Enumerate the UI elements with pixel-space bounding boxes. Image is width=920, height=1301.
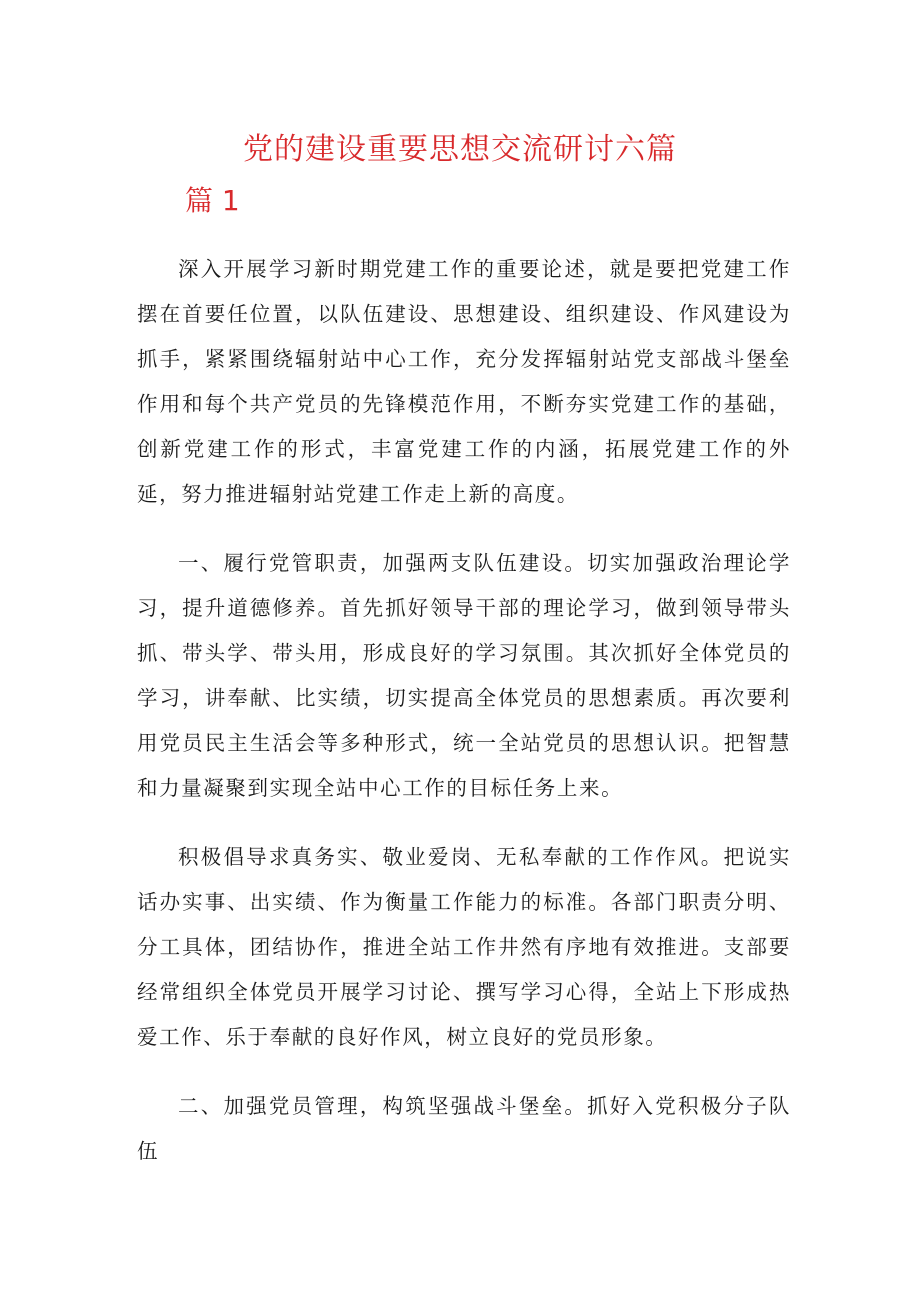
paragraph: 积极倡导求真务实、敬业爱岗、无私奉献的工作作风。把说实话办实事、出实绩、作为衡量工作能力的标准。各部门职责分明、分工具体，团结协作，推进全站工作井然有序地有效推进。支部要经常组织全体党员开展学习讨论、撰写学习心得，全站上下形成热爱工作、乐于奉献的良好作风，树立良好的党员形象。	[137, 845, 791, 1049]
paragraph: 二、加强党员管理，构筑坚强战斗堡垒。抓好入党积极分子队伍	[137, 1094, 791, 1163]
paragraph: 深入开展学习新时期党建工作的重要论述，就是要把党建工作摆在首要任位置，以队伍建设、思想建设、组织建设、作风建设为抓手，紧紧围绕辐射站中心工作，充分发挥辐射站党支部战斗堡垒作用和每个共产党员的先锋模范作用，不断夯实党建工作的基础，创新党建工作的形式，丰富党建工作的内涵，拓展党建工作的外延，努力推进辐射站党建工作走上新的高度。	[137, 257, 791, 506]
section-heading: 篇 1	[185, 184, 240, 217]
paragraph: 一、履行党管职责，加强两支队伍建设。切实加强政治理论学习，提升道德修养。首先抓好领导干部的理论学习，做到领导带头抓、带头学、带头用，形成良好的学习氛围。其次抓好全体党员的学习，讲奉献、比实绩，切实提高全体党员的思想素质。再次要利用党员民主生活会等多种形式，统一全站党员的思想认识。把智慧和力量凝聚到实现全站中心工作的目标任务上来。	[137, 551, 791, 800]
document-body	[137, 247, 791, 1174]
document-title: 党的建设重要思想交流研讨六篇	[243, 132, 677, 167]
